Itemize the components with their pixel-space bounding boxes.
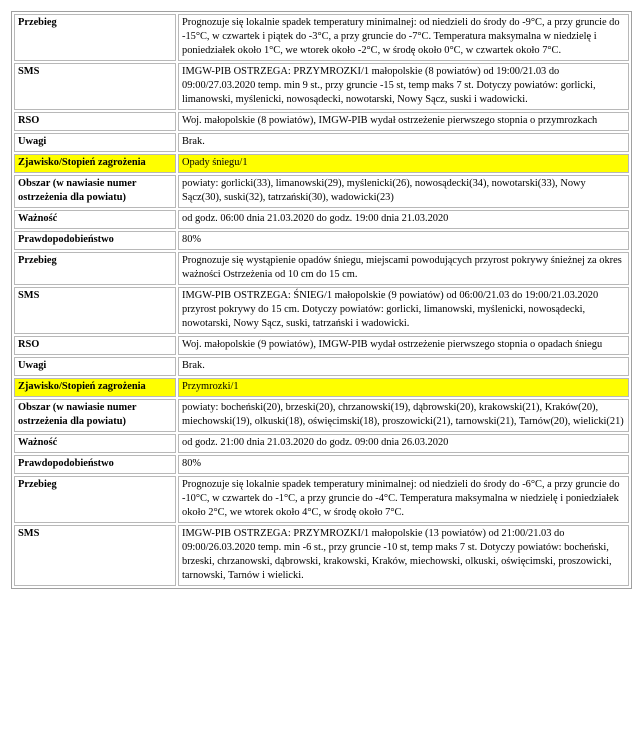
table-row xyxy=(14,525,629,586)
table-row xyxy=(14,252,629,285)
row-label: Przebieg xyxy=(14,14,176,61)
row-value: powiaty: bocheński(20), brzeski(20), chrzanowski(19), dąbrowski(20), krakowski(21), Kraków(20), miechowski(19), olkuski(18), oświęcimski(18), proszowicki(21), tarnowski(21), Tarnów(20), wielicki(21) xyxy=(178,399,629,432)
table-row xyxy=(14,399,629,432)
table-row xyxy=(14,455,629,474)
row-value: Prognozuje się lokalnie spadek temperatury minimalnej: od niedzieli do środy do -9°C, a przy gruncie do -15°C, w czwartek i piątek do -3°C, a przy gruncie do -7°C. Temperatura maksymalna w niedzielę i poniedziałek około 1°C, we wtorek około -2°C, w środę około 0°C, w czwartek około 7°C. xyxy=(178,14,629,61)
table-row xyxy=(14,63,629,110)
table-row xyxy=(14,175,629,208)
row-value: IMGW-PIB OSTRZEGA: ŚNIEG/1 małopolskie (9 powiatów) od 06:00/21.03 do 19:00/21.03.2020 przyrost pokrywy do 15 cm. Dotyczy powiatów: gorlicki, limanowski, myślenicki, nowosądecki, nowotarski, Nowy Sącz, suski, tatrzański i wadowicki. xyxy=(178,287,629,334)
table-row xyxy=(14,287,629,334)
row-label: RSO xyxy=(14,112,176,131)
row-value: Prognozuje się wystąpienie opadów śniegu, miejscami powodujących przyrost pokrywy śnieżnej za okres ważności Ostrzeżenia od 10 cm do 15 cm. xyxy=(178,252,629,285)
row-label: SMS xyxy=(14,525,176,586)
table-row xyxy=(14,231,629,250)
row-value: od godz. 21:00 dnia 21.03.2020 do godz. 09:00 dnia 26.03.2020 xyxy=(178,434,629,453)
row-value: 80% xyxy=(178,231,629,250)
row-label: SMS xyxy=(14,63,176,110)
table-row xyxy=(14,210,629,229)
table-row-highlight xyxy=(14,378,629,397)
row-value: Przymrozki/1 xyxy=(178,378,629,397)
row-label: Zjawisko/Stopień zagrożenia xyxy=(14,154,176,173)
row-label: Uwagi xyxy=(14,133,176,152)
row-value: Woj. małopolskie (9 powiatów), IMGW-PIB wydał ostrzeżenie pierwszego stopnia o opadach śniegu xyxy=(178,336,629,355)
row-value: Brak. xyxy=(178,357,629,376)
row-label: Prawdopodobieństwo xyxy=(14,455,176,474)
row-value: Brak. xyxy=(178,133,629,152)
table-row xyxy=(14,434,629,453)
table-row xyxy=(14,133,629,152)
row-label: Przebieg xyxy=(14,476,176,523)
row-value: od godz. 06:00 dnia 21.03.2020 do godz. 19:00 dnia 21.03.2020 xyxy=(178,210,629,229)
row-value: Prognozuje się lokalnie spadek temperatury minimalnej: od niedzieli do środy do -6°C, a przy gruncie do -10°C, w czwartek do -1°C, a przy gruncie do -4°C. Temperatura maksymalna w niedzielę i poniedziałek około 2°C, we wtorek około 4°C, w środę około 7°C. xyxy=(178,476,629,523)
row-label: Uwagi xyxy=(14,357,176,376)
table-row xyxy=(14,14,629,61)
warning-table-body xyxy=(14,14,629,586)
row-value: IMGW-PIB OSTRZEGA: PRZYMROZKI/1 małopolskie (13 powiatów) od 21:00/21.03 do 09:00/26.03.2020 temp. min -6 st., przy gruncie -10 st, temp maks 7 st. Dotyczy powiatów: bocheński, brzeski, chrzanowski, dąbrowski, krakowski, Kraków, miechowski, olkuski, oświęcimski, proszowicki, tarnowski, Tarnów i wielicki. xyxy=(178,525,629,586)
table-row xyxy=(14,357,629,376)
table-row xyxy=(14,476,629,523)
row-value: IMGW-PIB OSTRZEGA: PRZYMROZKI/1 małopolskie (8 powiatów) od 19:00/21.03 do 09:00/27.03.2020 temp. min 9 st., przy gruncie -15 st, temp maks 7 st. Dotyczy powiatów: gorlicki, limanowski, myślenicki, nowosądecki, nowotarski, Nowy Sącz, suski i wadowicki. xyxy=(178,63,629,110)
table-row xyxy=(14,112,629,131)
row-label: SMS xyxy=(14,287,176,334)
table-row-highlight xyxy=(14,154,629,173)
row-label: Ważność xyxy=(14,210,176,229)
row-label: Obszar (w nawiasie numer ostrzeżenia dla powiatu) xyxy=(14,399,176,432)
row-label: Przebieg xyxy=(14,252,176,285)
row-label: Obszar (w nawiasie numer ostrzeżenia dla powiatu) xyxy=(14,175,176,208)
row-label: Ważność xyxy=(14,434,176,453)
row-value: 80% xyxy=(178,455,629,474)
row-value: powiaty: gorlicki(33), limanowski(29), myślenicki(26), nowosądecki(34), nowotarski(33), Nowy Sącz(30), suski(32), tatrzański(30), wadowicki(23) xyxy=(178,175,629,208)
table-row xyxy=(14,336,629,355)
row-value: Woj. małopolskie (8 powiatów), IMGW-PIB wydał ostrzeżenie pierwszego stopnia o przymrozkach xyxy=(178,112,629,131)
row-label: Zjawisko/Stopień zagrożenia xyxy=(14,378,176,397)
row-label: RSO xyxy=(14,336,176,355)
warning-table xyxy=(11,11,632,589)
row-label: Prawdopodobieństwo xyxy=(14,231,176,250)
row-value: Opady śniegu/1 xyxy=(178,154,629,173)
